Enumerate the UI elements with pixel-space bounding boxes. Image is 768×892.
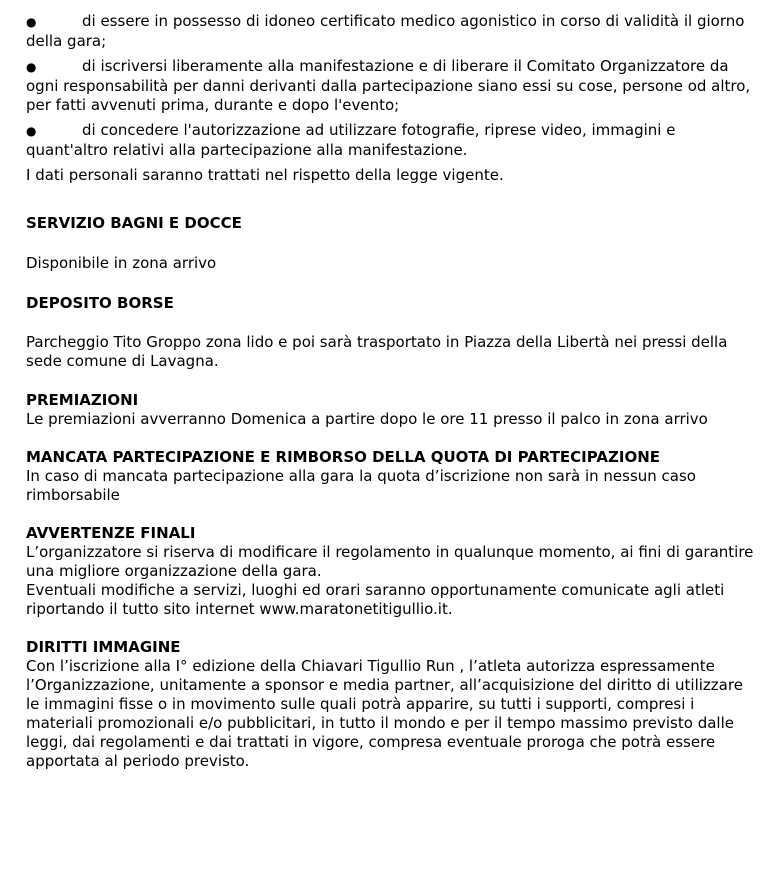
bullet-text: di iscriversi liberamente alla manifestazione e di liberare il Comitato Organizzatore da ogni responsabilità per danni derivanti dalla partecipazione siano essi su cose, persone od altro, per fatti avvenuti prima, durante e dopo l'evento;	[26, 57, 751, 114]
privacy-note: I dati personali saranno trattati nel rispetto della legge vigente.	[26, 166, 504, 184]
section-heading-mancata: MANCATA PARTECIPAZIONE E RIMBORSO DELLA QUOTA DI PARTECIPAZIONE	[26, 448, 660, 466]
bullet-icon: ●	[26, 124, 37, 138]
bullet-icon: ●	[26, 60, 37, 74]
bullet-icon: ●	[26, 15, 37, 29]
section-heading-bagni: SERVIZIO BAGNI E DOCCE	[26, 214, 242, 232]
section-body-premiazioni: Le premiazioni avverranno Domenica a partire dopo le ore 11 presso il palco in zona arrivo	[26, 410, 708, 428]
bullet-text: di essere in possesso di idoneo certificato medico agonistico in corso di validità il giorno della gara;	[26, 12, 745, 50]
list-item	[26, 12, 754, 51]
section-body-avvertenze-1: L’organizzatore si riserva di modificare il regolamento in qualunque momento, ai fini di garantire una migliore organizzazione della gara.	[26, 543, 754, 580]
section-body-bagni: Disponibile in zona arrivo	[26, 254, 217, 272]
section-heading-avvertenze: AVVERTENZE FINALI	[26, 524, 196, 542]
section-heading-premiazioni: PREMIAZIONI	[26, 391, 139, 409]
section-body-diritti: Con l’iscrizione alla I° edizione della Chiavari Tigullio Run , l’atleta autorizza espressamente l’Organizzazione, unitamente a sponsor e media partner, all’acquisizione del diritto di utilizzare le immagini fisse o in movimento sulle quali potrà apparire, su tutti i supporti, compresi i materiali promozionali e/o pubblicitari, in tutto il mondo e per il tempo massimo previsto dalle leggi, dai regolamenti e dai trattati in vigore, compresa eventuale proroga che potrà essere apportata al periodo previsto.	[26, 657, 743, 770]
bullet-text: di concedere l'autorizzazione ad utilizzare fotografie, riprese video, immagini e quant'altro relativi alla partecipazione alla manifestazione.	[26, 121, 676, 159]
list-item	[26, 57, 754, 115]
list-item	[26, 121, 754, 160]
section-heading-deposito: DEPOSITO BORSE	[26, 294, 174, 312]
section-body-deposito: Parcheggio Tito Groppo zona lido e poi sarà trasportato in Piazza della Libertà nei pressi della sede comune di Lavagna.	[26, 333, 728, 370]
section-body-avvertenze-2: Eventuali modifiche a servizi, luoghi ed orari saranno opportunamente comunicate agli atleti riportando il tutto sito internet www.maratonetitigullio.it.	[26, 581, 725, 618]
section-body-mancata: In caso di mancata partecipazione alla gara la quota d’iscrizione non sarà in nessun caso rimborsabile	[26, 467, 696, 504]
document-page	[26, 12, 754, 771]
section-heading-diritti: DIRITTI IMMAGINE	[26, 638, 181, 656]
